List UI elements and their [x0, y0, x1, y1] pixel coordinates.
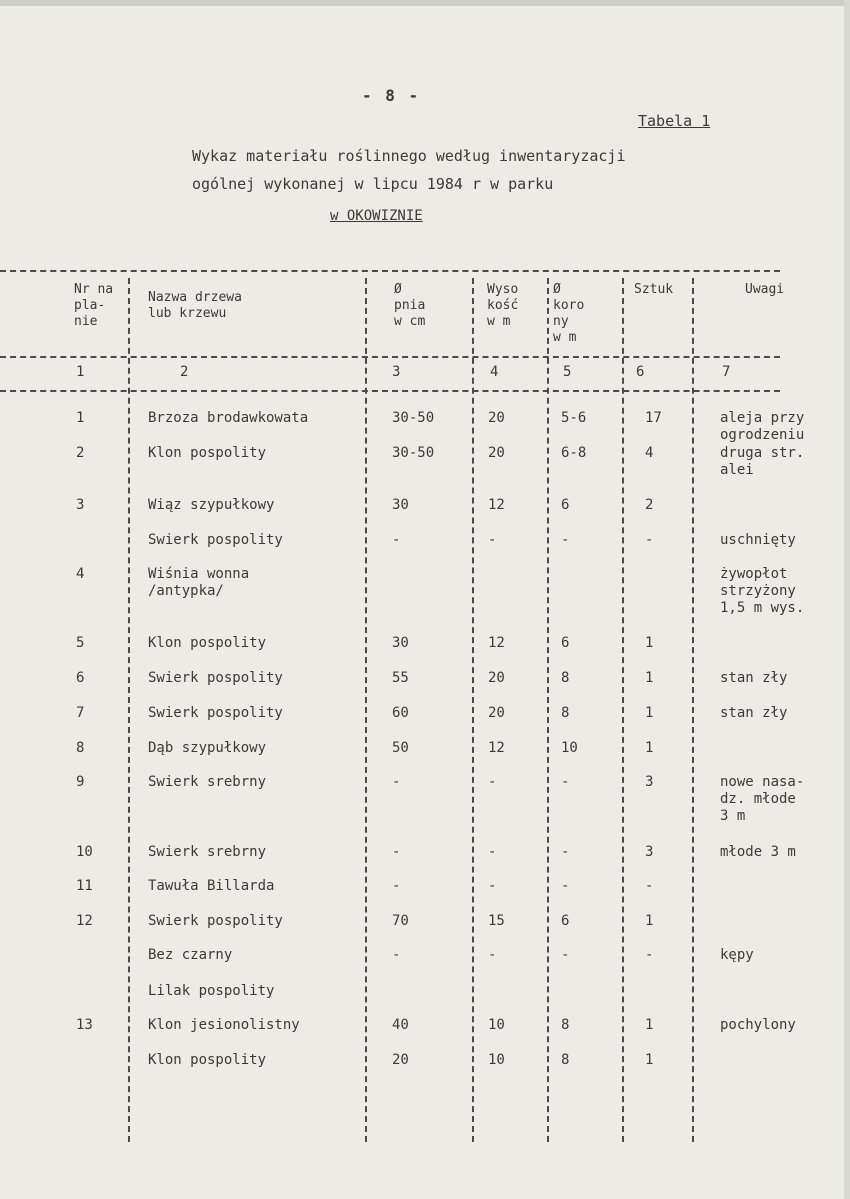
table-cell-wys: 12 [488, 635, 505, 651]
table-cell-nr: 13 [76, 1017, 93, 1033]
table-cell-wys: 20 [488, 410, 505, 426]
header-c3: Ø [394, 282, 402, 297]
table-cell-nr: 6 [76, 670, 85, 686]
table-cell-wys: - [488, 532, 497, 548]
table-column-rule [128, 278, 130, 1142]
header-c2: Nazwa drzewa [148, 290, 242, 305]
page-edge-top [0, 0, 850, 6]
column-number: 6 [636, 364, 645, 380]
table-cell-uwagi: 1,5 m wys. [720, 600, 805, 616]
table-cell-szt: 4 [645, 445, 654, 461]
column-number: 3 [392, 364, 401, 380]
table-cell-wys: 20 [488, 445, 505, 461]
page-number: - 8 - [362, 86, 421, 105]
header-c4: w m [487, 314, 511, 329]
table-cell-korony: - [561, 532, 570, 548]
table-cell-korony: - [561, 878, 570, 894]
table-cell-nr: 7 [76, 705, 85, 721]
table-cell-wys: 20 [488, 670, 505, 686]
table-cell-uwagi: stan zły [720, 705, 788, 721]
table-cell-nr: 1 [76, 410, 85, 426]
table-cell-korony: 6-8 [561, 445, 587, 461]
table-cell-szt: 1 [645, 670, 654, 686]
table-cell-name: Swierk srebrny [148, 844, 267, 860]
table-cell-uwagi: alei [720, 462, 754, 478]
table-cell-korony: 6 [561, 913, 570, 929]
header-c3: pnia [394, 298, 426, 313]
table-cell-nr: 2 [76, 445, 85, 461]
table-cell-korony: 6 [561, 635, 570, 651]
table-cell-korony: - [561, 844, 570, 860]
table-cell-name: Klon pospolity [148, 635, 267, 651]
table-cell-korony: 6 [561, 497, 570, 513]
table-cell-uwagi: stan zły [720, 670, 788, 686]
table-cell-name: Brzoza brodawkowata [148, 410, 309, 426]
table-cell-korony: - [561, 774, 570, 790]
table-cell-nr: 10 [76, 844, 93, 860]
column-number: 5 [563, 364, 572, 380]
table-cell-wys: - [488, 844, 497, 860]
header-c5: ny [553, 314, 569, 329]
table-cell-korony: 10 [561, 740, 578, 756]
table-cell-name: Wiśnia wonna [148, 566, 250, 582]
table-cell-wys: - [488, 947, 497, 963]
table-cell-name: Swierk srebrny [148, 774, 267, 790]
title-line-1: Wykaz materiału roślinnego według inwentaryzacji [192, 147, 626, 165]
column-number: 1 [76, 364, 85, 380]
table-cell-pnia: 30-50 [392, 410, 435, 426]
table-cell-pnia: 30 [392, 497, 409, 513]
table-cell-szt: 1 [645, 913, 654, 929]
table-cell-pnia: 30-50 [392, 445, 435, 461]
table-cell-nr: 9 [76, 774, 85, 790]
table-cell-uwagi: kępy [720, 947, 754, 963]
column-number: 7 [722, 364, 731, 380]
table-cell-name: Klon jesionolistny [148, 1017, 300, 1033]
table-cell-name: Swierk pospolity [148, 913, 283, 929]
header-c1: nie [74, 314, 98, 329]
table-cell-name: Swierk pospolity [148, 670, 283, 686]
table-cell-name: Lilak pospolity [148, 983, 275, 999]
table-cell-wys: 10 [488, 1052, 505, 1068]
table-cell-pnia: 30 [392, 635, 409, 651]
table-cell-pnia: 55 [392, 670, 409, 686]
table-cell-name: Swierk pospolity [148, 705, 283, 721]
table-cell-korony: 5-6 [561, 410, 587, 426]
table-top-rule [0, 270, 780, 272]
header-c5: Ø [553, 282, 561, 297]
table-cell-wys: - [488, 878, 497, 894]
table-column-rule [622, 278, 624, 1142]
table-cell-szt: 1 [645, 1052, 654, 1068]
table-cell-pnia: 40 [392, 1017, 409, 1033]
header-c7: Uwagi [745, 282, 785, 297]
table-cell-wys: 15 [488, 913, 505, 929]
table-cell-korony: 8 [561, 1052, 570, 1068]
table-cell-name: /antypka/ [148, 583, 224, 599]
table-cell-szt: - [645, 878, 654, 894]
page-edge-right [844, 0, 850, 1199]
table-cell-name: Bez czarny [148, 947, 233, 963]
table-cell-pnia: - [392, 774, 401, 790]
table-column-rule [692, 278, 694, 1142]
table-colnum-rule [0, 390, 780, 392]
header-c6: Sztuk [634, 282, 674, 297]
table-cell-korony: 8 [561, 705, 570, 721]
table-cell-uwagi: nowe nasa- [720, 774, 805, 790]
table-cell-pnia: - [392, 878, 401, 894]
table-cell-name: Wiąz szypułkowy [148, 497, 275, 513]
table-cell-pnia: 50 [392, 740, 409, 756]
table-column-rule [365, 278, 367, 1142]
table-cell-szt: 3 [645, 774, 654, 790]
table-cell-name: Tawuła Billarda [148, 878, 275, 894]
table-cell-nr: 5 [76, 635, 85, 651]
table-cell-uwagi: dz. młode [720, 791, 796, 807]
table-cell-nr: 11 [76, 878, 93, 894]
table-cell-uwagi: ogrodzeniu [720, 427, 805, 443]
table-cell-wys: 12 [488, 497, 505, 513]
title-line-2: ogólnej wykonanej w lipcu 1984 r w parku [192, 175, 554, 193]
table-cell-pnia: 60 [392, 705, 409, 721]
table-cell-szt: 1 [645, 635, 654, 651]
table-header-rule [0, 356, 780, 358]
table-cell-nr: 4 [76, 566, 85, 582]
header-c1: pla- [74, 298, 106, 313]
table-cell-nr: 12 [76, 913, 93, 929]
table-cell-uwagi: pochylony [720, 1017, 796, 1033]
title-line-3: w OKOWIZNIE [330, 208, 423, 224]
table-cell-uwagi: młode 3 m [720, 844, 796, 860]
table-cell-szt: 3 [645, 844, 654, 860]
table-cell-pnia: 20 [392, 1052, 409, 1068]
table-cell-korony: 8 [561, 1017, 570, 1033]
table-cell-wys: - [488, 774, 497, 790]
table-cell-korony: 8 [561, 670, 570, 686]
table-column-rule [547, 278, 549, 1142]
header-c4: kość [487, 298, 519, 313]
table-cell-wys: 20 [488, 705, 505, 721]
table-cell-nr: 3 [76, 497, 85, 513]
header-c5: koro [553, 298, 585, 313]
table-cell-pnia: 70 [392, 913, 409, 929]
table-cell-wys: 10 [488, 1017, 505, 1033]
table-cell-szt: 1 [645, 1017, 654, 1033]
header-c4: Wyso [487, 282, 519, 297]
table-cell-pnia: - [392, 844, 401, 860]
table-cell-szt: - [645, 947, 654, 963]
table-cell-pnia: - [392, 947, 401, 963]
header-c1: Nr na [74, 282, 114, 297]
table-cell-name: Klon pospolity [148, 445, 267, 461]
table-label: Tabela 1 [638, 112, 711, 130]
table-cell-szt: 1 [645, 705, 654, 721]
table-cell-szt: 17 [645, 410, 662, 426]
table-cell-uwagi: strzyżony [720, 583, 796, 599]
table-cell-uwagi: żywopłot [720, 566, 788, 582]
header-c2: lub krzewu [148, 306, 227, 321]
table-cell-wys: 12 [488, 740, 505, 756]
table-cell-nr: 8 [76, 740, 85, 756]
table-cell-uwagi: aleja przy [720, 410, 805, 426]
table-cell-uwagi: uschnięty [720, 532, 796, 548]
table-cell-korony: - [561, 947, 570, 963]
table-cell-pnia: - [392, 532, 401, 548]
header-c3: w cm [394, 314, 426, 329]
table-cell-szt: 1 [645, 740, 654, 756]
table-cell-name: Dąb szypułkowy [148, 740, 267, 756]
table-cell-name: Swierk pospolity [148, 532, 283, 548]
table-cell-uwagi: 3 m [720, 808, 746, 824]
table-column-rule [472, 278, 474, 1142]
column-number: 2 [180, 364, 189, 380]
table-cell-szt: 2 [645, 497, 654, 513]
header-c5: w m [553, 330, 577, 345]
table-cell-name: Klon pospolity [148, 1052, 267, 1068]
table-cell-uwagi: druga str. [720, 445, 805, 461]
column-number: 4 [490, 364, 499, 380]
table-cell-szt: - [645, 532, 654, 548]
